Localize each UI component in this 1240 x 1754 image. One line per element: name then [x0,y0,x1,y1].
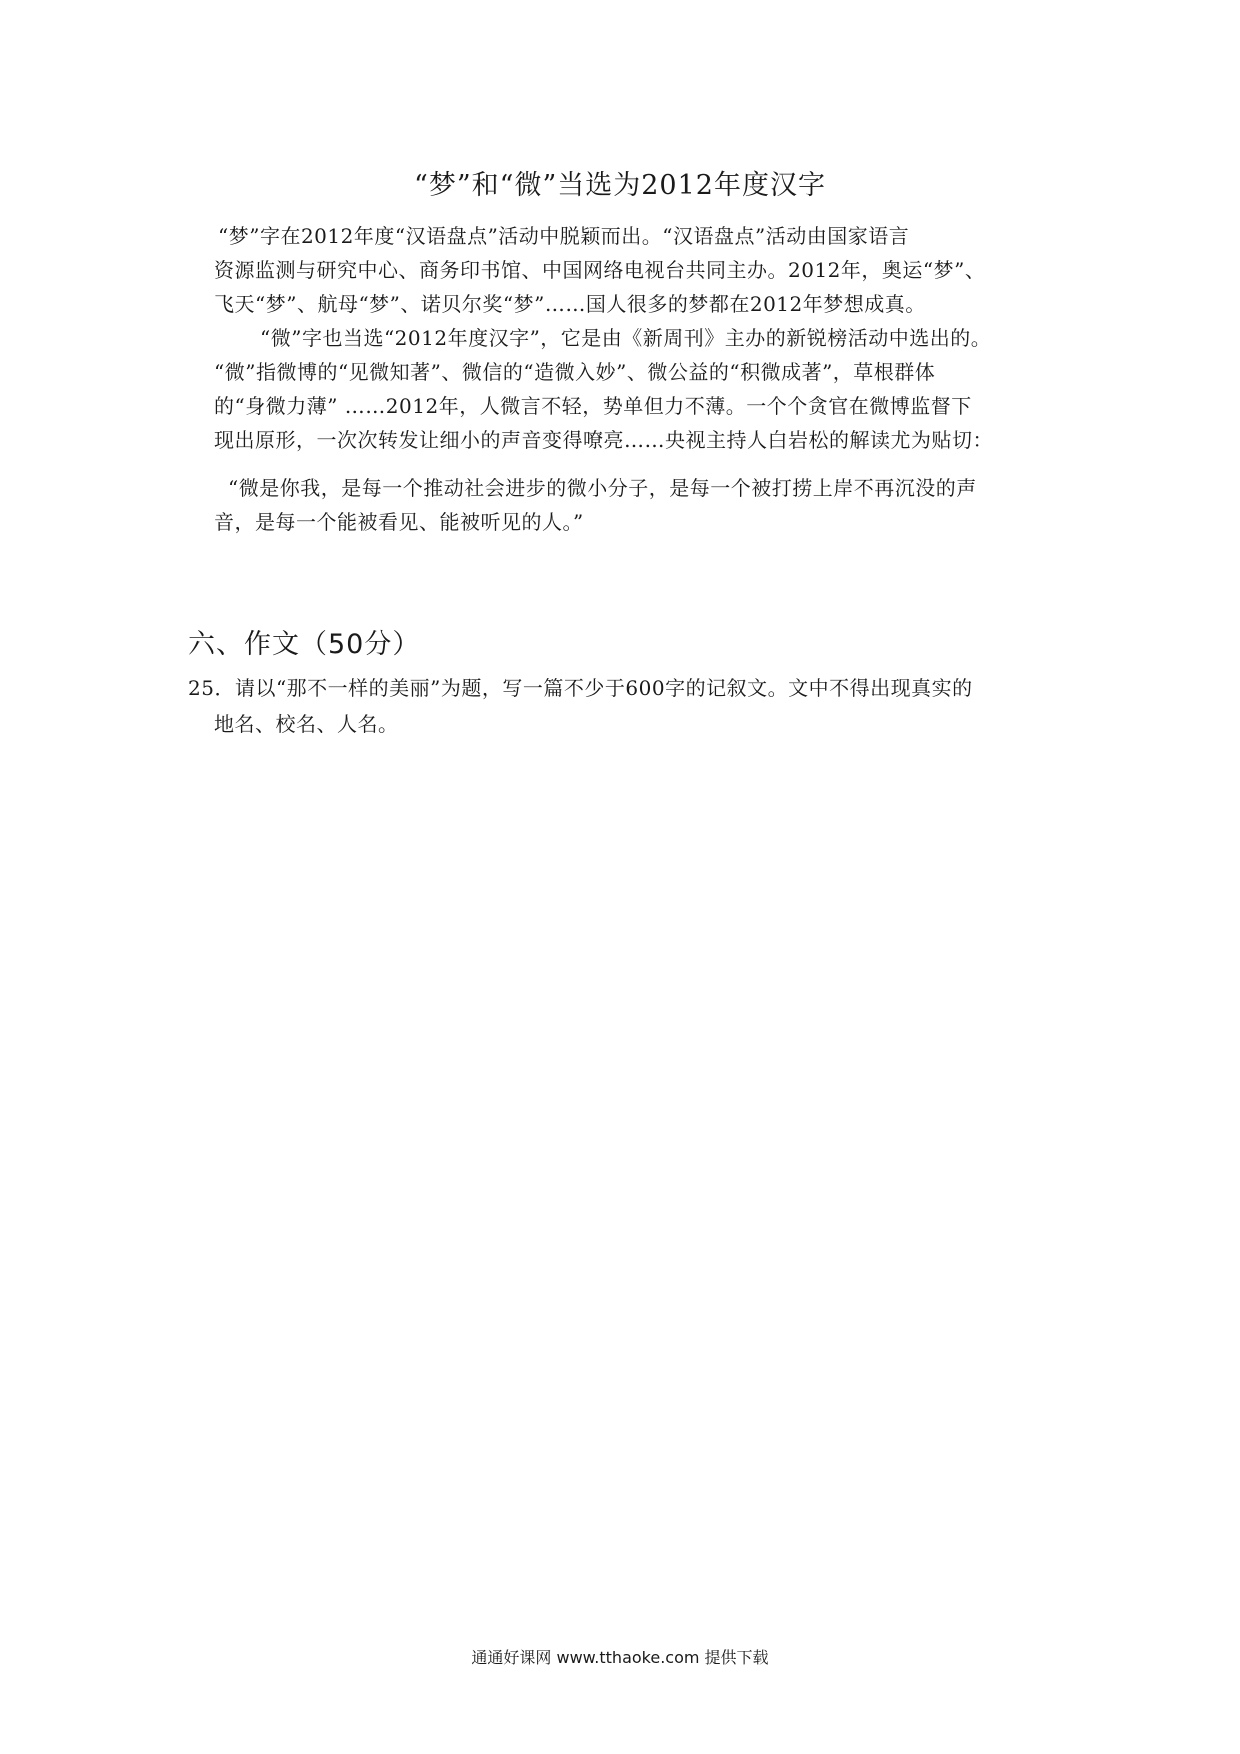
question-line: 地名、校名、人名。 [214,712,399,736]
paragraph-line: 音，是每一个能被看见、能被听见的人。” [214,510,584,534]
paragraph-line: 现出原形，一次次转发让细小的声音变得嘹亮……央视主持人白岩松的解读尤为贴切： [214,428,993,452]
paragraph-line: “微”指微博的“见微知著”、微信的“造微入妙”、微公益的“积微成著”，草根群体 [214,360,936,384]
paragraph-line: “微是你我，是每一个推动社会进步的微小分子，是每一个被打捞上岸不再沉没的声 [228,476,977,500]
paragraph-line: 飞天“梦”、航母“梦”、诺贝尔奖“梦”……国人很多的梦都在2012年梦想成真。 [214,292,926,316]
paragraph-line: “微”字也当选“2012年度汉字”，它是由《新周刊》主办的新锐榜活动中选出的。 [260,326,992,350]
essay-question [188,670,973,742]
paragraph-wei [214,321,1048,457]
article-title: “梦”和“微”当选为2012年度汉字 [414,170,826,201]
paragraph-meng [214,219,1048,321]
question-line: 25．请以“那不一样的美丽”为题，写一篇不少于600字的记叙文。文中不得出现真实的 [188,676,973,700]
paragraph-quote [214,471,1048,539]
paragraph-line: “梦”字在2012年度“汉语盘点”活动中脱颖而出。“汉语盘点”活动由国家语言 [218,224,910,248]
paragraph-line: 的“身微力薄” ……2012年，人微言不轻，势单但力不薄。一个个贪官在微博监督下 [214,394,972,418]
section-heading: 六、作文（50分） [188,629,421,660]
page-footer: 通通好课网 www.tthaoke.com 提供下载 [471,1648,769,1667]
paragraph-line: 资源监测与研究中心、商务印书馆、中国网络电视台共同主办。2012年，奥运“梦”、 [214,258,986,282]
